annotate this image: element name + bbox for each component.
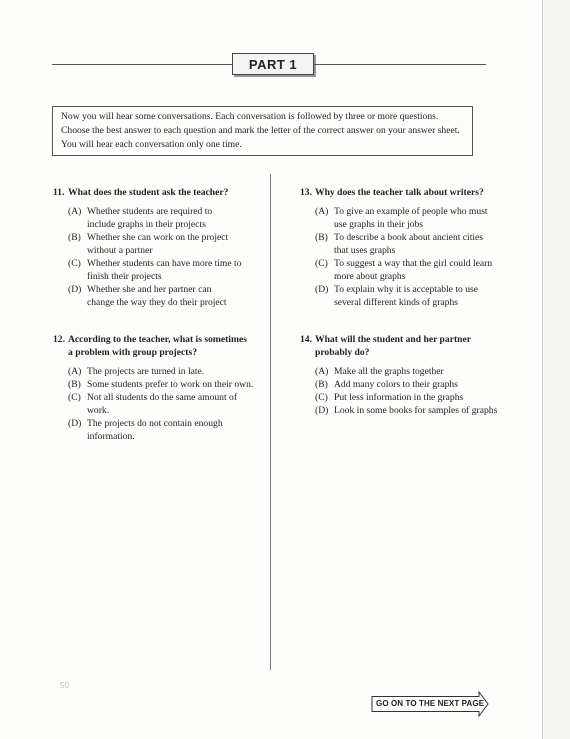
option-text: Whether students can have more time to finish their projects <box>87 258 242 282</box>
question-title <box>53 333 268 359</box>
option-text: To give an example of people who must use graphs in their jobs <box>334 206 488 230</box>
option-letter: (B) <box>68 379 81 390</box>
question-number: 14. <box>300 334 312 345</box>
question-number: 13. <box>300 187 312 198</box>
option-letter: (C) <box>315 258 328 269</box>
option-text: To describe a book about ancient cities that uses graphs <box>334 232 484 256</box>
question-number: 11. <box>53 187 65 198</box>
option-text: Not all students do the same amount of work. <box>87 392 238 416</box>
option-text: Whether she can work on the project without a partner <box>87 232 229 256</box>
option-text: To explain why it is acceptable to use several different kinds of graphs <box>334 284 478 308</box>
option-text: Add many colors to their graphs <box>334 379 458 390</box>
answer-option-a[interactable] <box>68 205 263 231</box>
header-rule-right <box>313 64 486 65</box>
option-text: Whether students are required to include graphs in their projects <box>87 206 213 230</box>
question-title-line: What does the student ask the teacher? <box>68 187 229 198</box>
answer-option-b[interactable] <box>68 378 268 391</box>
answer-option-d[interactable] <box>315 404 500 417</box>
part-heading <box>232 53 314 75</box>
answer-option-c[interactable] <box>68 257 263 283</box>
answer-option-d[interactable] <box>68 283 263 309</box>
option-letter: (A) <box>68 206 82 217</box>
option-text: Put less information in the graphs <box>334 392 464 403</box>
option-text: The projects are turned in late. <box>87 366 205 377</box>
option-letter: (C) <box>68 392 81 403</box>
option-text: Whether she and her partner can change the way they do their project <box>87 284 227 308</box>
answer-option-a[interactable] <box>315 205 490 231</box>
question-title <box>53 186 263 199</box>
answer-option-d[interactable] <box>315 283 490 309</box>
question-title <box>300 333 500 359</box>
option-text: To suggest a way that the girl could learn more about graphs <box>334 258 493 282</box>
option-letter: (D) <box>68 418 82 429</box>
question-12 <box>53 333 268 443</box>
answer-option-c[interactable] <box>68 391 268 417</box>
question-title-line: What will the student and her partner <box>315 334 471 345</box>
option-letter: (D) <box>315 284 329 295</box>
option-letter: (A) <box>315 366 329 377</box>
answer-option-b[interactable] <box>315 378 500 391</box>
answer-option-d[interactable] <box>68 417 268 443</box>
question-13 <box>300 186 493 309</box>
part-heading-label: PART 1 <box>248 56 298 72</box>
question-title-line: a problem with group projects? <box>68 347 197 358</box>
question-title <box>300 186 490 199</box>
question-title-line: probably do? <box>315 347 370 358</box>
option-text: The projects do not contain enough information. <box>87 418 223 442</box>
question-title-line: According to the teacher, what is sometimes <box>68 334 247 345</box>
column-divider <box>270 174 271 670</box>
next-page-button[interactable] <box>371 691 489 717</box>
question-11 <box>53 186 263 309</box>
option-letter: (A) <box>315 206 329 217</box>
option-text: Make all the graphs together <box>334 366 444 377</box>
option-text: Look in some books for samples of graphs <box>334 405 498 416</box>
answer-option-a[interactable] <box>68 365 268 378</box>
option-letter: (C) <box>315 392 328 403</box>
option-text: Some students prefer to work on their own. <box>87 379 254 390</box>
answer-option-c[interactable] <box>315 257 493 283</box>
answer-option-b[interactable] <box>68 231 263 257</box>
option-letter: (A) <box>68 366 82 377</box>
question-number: 12. <box>53 334 65 345</box>
option-letter: (B) <box>68 232 81 243</box>
next-page-label: GO ON TO THE NEXT PAGE <box>376 699 485 708</box>
option-letter: (B) <box>315 379 328 390</box>
question-title-line: Why does the teacher talk about writers? <box>315 187 484 198</box>
option-letter: (D) <box>68 284 82 295</box>
answer-option-a[interactable] <box>315 365 500 378</box>
option-letter: (C) <box>68 258 81 269</box>
option-letter: (B) <box>315 232 328 243</box>
option-letter: (D) <box>315 405 329 416</box>
answer-option-c[interactable] <box>315 391 500 404</box>
header-rule-left <box>52 64 232 65</box>
instructions-box: Now you will hear some conversations. Each conversation is followed by three or more questions. Choose the best answer to each question and mark the letter of the correct answer on your answer sheet. You will hear each conversation only one time. <box>52 106 473 156</box>
question-14 <box>300 333 500 417</box>
page-number: 50 <box>60 681 69 690</box>
answer-option-b[interactable] <box>315 231 490 257</box>
